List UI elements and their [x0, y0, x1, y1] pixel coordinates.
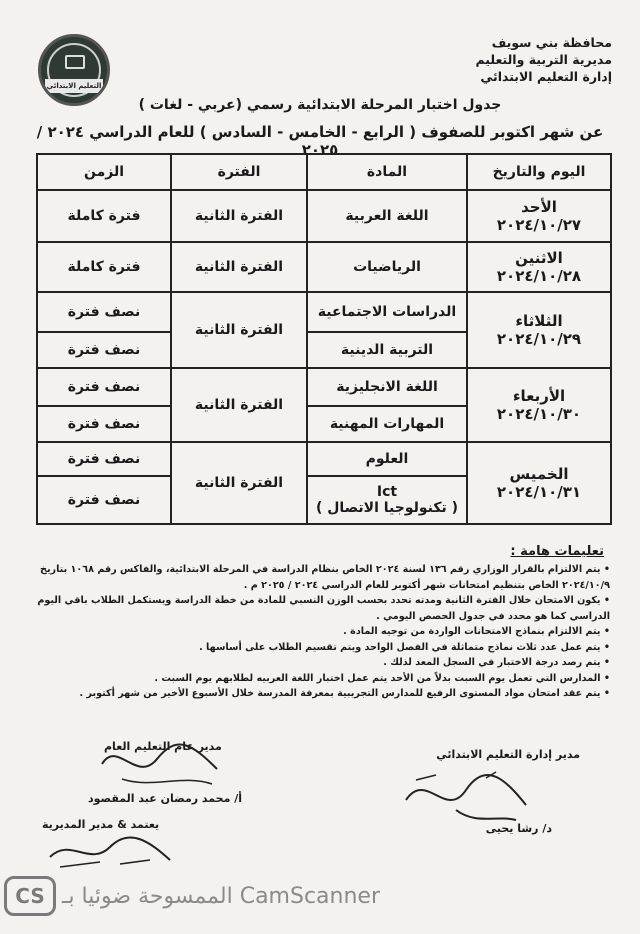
note-text: يتم الالتزام بالقرار الوزاري رقم ١٣٦ لسنة ٢٠٢٤ الخاص بنظام الدراسة في المرحلة الابتدائية، والفاكس رقم ١٠٦٨ بتاريخ ٢٠٢٤/١٠/٩ الخاص بتنظيم امتحانات شهر أكتوبر للعام الدراسي ٢٠٢٤ / ٢٠٢٥ م .: [40, 564, 610, 591]
time-cell: نصف فترة: [37, 332, 171, 368]
note-text: يتم الالتزام بنماذج الامتحانات الواردة من توجيه المادة .: [343, 626, 601, 637]
approval-label: يعتمد & مدير المديرية: [42, 818, 160, 831]
department-line: إدارة التعليم الابتدائي: [480, 69, 612, 84]
logo-text: التعليم الابتدائي: [45, 79, 103, 93]
period-cell: الفترة الثانية: [171, 442, 307, 524]
list-item: • يتم عقد امتحان مواد المستوى الرفيع للمدارس التجريبية بمعرفة المدرسة خلال الأسبوع الأخير من شهر أكتوبر .: [79, 688, 610, 699]
subject-cell: اللغة العربية: [307, 190, 467, 242]
period-cell: الفترة الثانية: [171, 368, 307, 442]
camscanner-text: CamScanner الممسوحة ضوئيا بـ: [62, 884, 380, 909]
table-row: [37, 368, 611, 406]
directorate-line: مديرية التربية والتعليم: [475, 52, 612, 67]
day-name: الثلاثاء: [515, 312, 563, 330]
handwritten-signature-right: [396, 760, 546, 830]
table-header-row: [37, 154, 611, 190]
note-text: المدارس التي تعمل يوم السبت بدلاً من الأحد يتم عمل اختبار اللغة العربيه لطلابهم يوم السبت .: [154, 672, 601, 684]
day-date: ٢٠٢٤/١٠/٢٩: [496, 330, 582, 348]
ministry-logo: [38, 34, 110, 106]
day-date: ٢٠٢٤/١٠/٣١: [496, 483, 582, 501]
camscanner-logo: CS: [4, 876, 56, 916]
day-date: ٢٠٢٤/١٠/٣٠: [496, 405, 582, 423]
table-row: [37, 190, 611, 242]
table-row: [37, 292, 611, 332]
list-item: • يتم عمل عدد ثلاث نماذج متماثلة في الفصل الواحد ويتم تقسيم الطلاب على أساسها .: [199, 641, 610, 653]
handwritten-signature-approval: [40, 832, 180, 872]
subject-cell: المهارات المهنية: [307, 406, 467, 442]
day-name: الأحد: [521, 198, 557, 216]
note-text: يكون الامتحان خلال الفترة الثانية ومدته تحدد بحسب الوزن النسبي للمادة من خطة الدراسة ويستكمل الطلاب باقي اليوم الدراسي كما هو محدد في جدول الحصص اليومي .: [37, 595, 610, 622]
day-cell: [467, 368, 611, 442]
subject-cell: العلوم: [307, 442, 467, 476]
day-name: الاثنين: [515, 249, 563, 267]
day-cell: [467, 442, 611, 524]
list-item: • يتم الالتزام بنماذج الامتحانات الواردة من توجيه المادة .: [343, 626, 610, 637]
left-signature-title: مدير عام التعليم العام: [104, 740, 222, 753]
notes-heading: تعليمات هامة :: [510, 544, 604, 559]
time-cell: فترة كاملة: [37, 242, 171, 292]
period-cell: الفترة الثانية: [171, 242, 307, 292]
subject-cell: التربية الدينية: [307, 332, 467, 368]
time-cell: نصف فترة: [37, 292, 171, 332]
subject-cell: الرياضيات: [307, 242, 467, 292]
header-period: الفترة: [171, 154, 307, 190]
time-cell: نصف فترة: [37, 368, 171, 406]
period-cell: الفترة الثانية: [171, 190, 307, 242]
time-cell: نصف فترة: [37, 476, 171, 524]
day-date: ٢٠٢٤/١٠/٢٧: [496, 216, 582, 234]
subject-cell: [307, 476, 467, 524]
table-row: [37, 242, 611, 292]
time-cell: نصف فترة: [37, 406, 171, 442]
right-signature-title: مدير إدارة التعليم الابتدائي: [436, 748, 580, 761]
day-name: الخميس: [509, 465, 569, 483]
header-subject: المادة: [307, 154, 467, 190]
subject-cell: اللغة الانجليزية: [307, 368, 467, 406]
table-row: [37, 442, 611, 476]
instructions-list: [32, 562, 610, 702]
note-text: يتم عقد امتحان مواد المستوى الرفيع للمدارس التجريبية بمعرفة المدرسة خلال الأسبوع الأخير من شهر أكتوبر .: [79, 688, 601, 699]
exam-schedule-table: [36, 153, 612, 525]
period-cell: الفترة الثانية: [171, 292, 307, 368]
left-signature-name: أ/ محمد رمضان عبد المقصود: [88, 792, 243, 805]
day-name: الأربعاء: [512, 387, 566, 405]
note-text: يتم رصد درجة الاختبار في السجل المعد لذلك .: [383, 657, 601, 668]
list-item: • يتم الالتزام بالقرار الوزاري رقم ١٣٦ لسنة ٢٠٢٤ الخاص بنظام الدراسة في المرحلة الابتدائية، والفاكس رقم ١٠٦٨ بتاريخ ٢٠٢٤/١٠/٩ الخاص بتنظيم امتحانات شهر أكتوبر للعام الدراسي ٢٠٢٤ / ٢٠٢٥ م .: [40, 564, 610, 591]
list-item: • المدارس التي تعمل يوم السبت بدلاً من الأحد يتم عمل اختبار اللغة العربيه لطلابهم يوم السبت .: [154, 672, 610, 684]
day-date: ٢٠٢٤/١٠/٢٨: [496, 267, 582, 285]
document-subtitle: عن شهر اكتوبر للصفوف ( الرابع - الخامس - السادس ) للعام الدراسي ٢٠٢٤ / ٢٠٢٥: [36, 123, 604, 159]
header-time: الزمن: [37, 154, 171, 190]
note-text: يتم عمل عدد ثلاث نماذج متماثلة في الفصل الواحد ويتم تقسيم الطلاب على أساسها .: [199, 641, 601, 653]
day-cell: [467, 242, 611, 292]
governorate-line: محافظة بني سويف: [491, 35, 612, 50]
list-item: • يكون الامتحان خلال الفترة الثانية ومدته تحدد بحسب الوزن النسبي للمادة من خطة الدراسة ويستكمل الطلاب باقي اليوم الدراسي كما هو محدد في جدول الحصص اليومي .: [37, 595, 610, 622]
day-cell: [467, 190, 611, 242]
document-title: جدول اختبار المرحلة الابتدائية رسمي (عربي - لغات ): [138, 97, 502, 113]
time-cell: نصف فترة: [37, 442, 171, 476]
subject-name-ict-arabic: ( تكنولوجيا الاتصال ): [315, 500, 459, 516]
handwritten-signature-left: [92, 734, 232, 794]
header-day-date: اليوم والتاريخ: [467, 154, 611, 190]
book-icon: [65, 55, 85, 69]
right-signature-name: د/ رشا يحيى: [485, 822, 552, 835]
time-cell: فترة كاملة: [37, 190, 171, 242]
subject-name-ict: Ict: [376, 484, 398, 500]
list-item: • يتم رصد درجة الاختبار في السجل المعد لذلك .: [383, 657, 610, 668]
day-cell: [467, 292, 611, 368]
letterhead: [312, 34, 612, 85]
subject-cell: الدراسات الاجتماعية: [307, 292, 467, 332]
